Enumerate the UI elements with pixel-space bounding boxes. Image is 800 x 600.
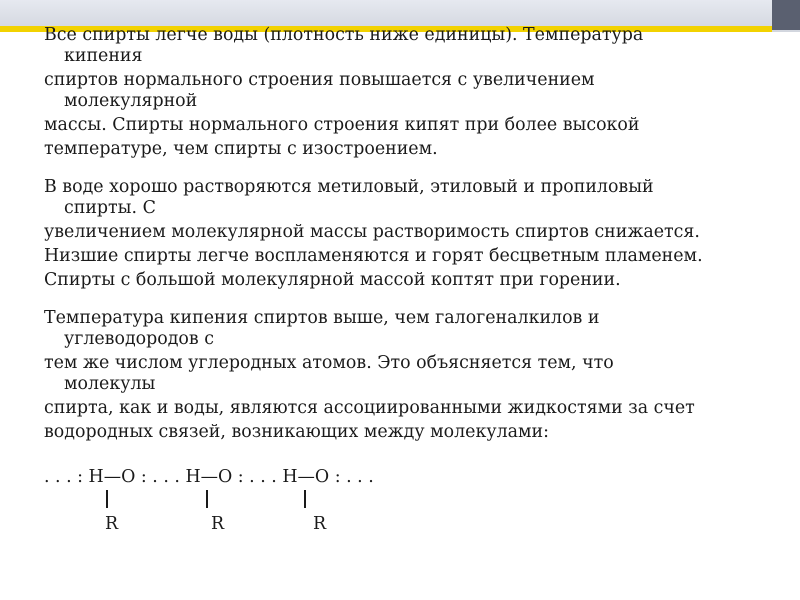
- p2-line2: увеличением молекулярной массы растворимость спиртов снижается.: [44, 222, 700, 242]
- radical-3: R: [313, 514, 327, 534]
- p2-line3: Низшие спирты легче воспламеняются и горят бесцветным пламенем.: [44, 246, 703, 266]
- bond-lines: [44, 488, 784, 514]
- p1-line1-cont: кипения: [64, 46, 143, 66]
- radicals: [44, 514, 784, 538]
- bond-line-2: [206, 490, 208, 508]
- p3-line1: Температура кипения спиртов выше, чем галогеналкилов и: [44, 308, 600, 328]
- slide-body: [44, 22, 784, 538]
- p3-line2-cont: молекулы: [64, 374, 156, 394]
- p2-line4: Спирты с большой молекулярной массой коптят при горении.: [44, 270, 621, 290]
- p1-line2: спиртов нормального строения повышается с увеличением: [44, 70, 595, 90]
- radical-1: R: [105, 514, 119, 534]
- hydrogen-bond-chain: . . . : H—O : . . . H—O : . . . H—O : . . .: [44, 467, 374, 487]
- p2-line1-cont: спирты. С: [64, 198, 156, 218]
- p1-line4: температуре, чем спирты с изостроением.: [44, 139, 438, 159]
- p1-line3: массы. Спирты нормального строения кипят при более высокой: [44, 115, 640, 135]
- p1-line1: Все спирты легче воды (плотность ниже единицы). Температура: [44, 25, 644, 45]
- radical-2: R: [211, 514, 225, 534]
- p2-line1: В воде хорошо растворяются метиловый, этиловый и пропиловый: [44, 177, 654, 197]
- p1-line2-cont: молекулярной: [64, 91, 198, 111]
- p3-line2: тем же числом углеродных атомов. Это объясняется тем, что: [44, 353, 614, 373]
- bond-line-3: [304, 490, 306, 508]
- bond-line-1: [106, 490, 108, 508]
- p3-line1-cont: углеводородов с: [64, 329, 214, 349]
- p3-line3: спирта, как и воды, являются ассоциированными жидкостями за счет: [44, 398, 695, 418]
- p3-line4: водородных связей, возникающих между молекулами:: [44, 422, 549, 442]
